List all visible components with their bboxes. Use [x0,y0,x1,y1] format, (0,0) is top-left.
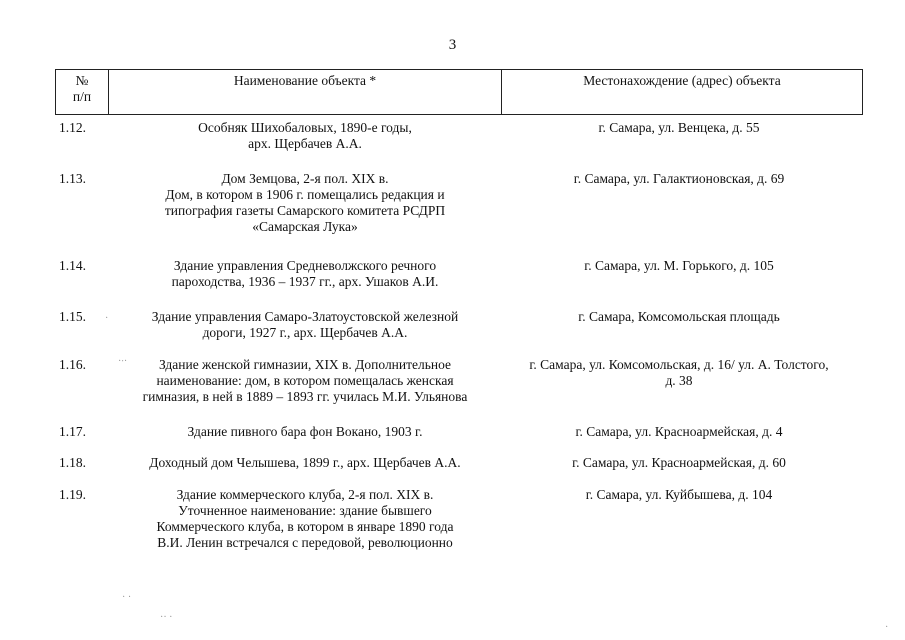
row-name [115,455,495,471]
name-line: арх. Щербачев А.А. [248,136,362,151]
name-line: наименование: дом, в котором помещалась женская [156,373,454,388]
page-number: 3 [448,37,457,53]
row-number: 1.18. [59,455,86,470]
row-number: 1.19. [59,487,86,502]
name-line: В.И. Ленин встречался с передовой, революционно [157,535,453,550]
name-line: Уточненное наименование: здание бывшего [178,503,432,518]
address-line: г. Самара, ул. Комсомольская, д. 16/ ул. А. Толстого, [529,357,829,372]
name-line: Особняк Шихобаловых, 1890-е годы, [198,120,412,135]
row-address [493,171,865,187]
row-address [493,357,865,389]
scan-speck: · · [122,592,132,603]
row-number: 1.14. [59,258,86,273]
name-line: Доходный дом Челышева, 1899 г., арх. Щербачев А.А. [149,455,461,470]
name-line: Здание управления Средневолжского речного [173,258,437,273]
name-line: гимназия, в ней в 1889 – 1893 гг. училась М.И. Ульянова [142,389,468,404]
scan-speck: · [885,622,889,633]
row-number: 1.16. [59,357,86,372]
address-line: д. 38 [665,373,693,388]
name-line: Здание коммерческого клуба, 2-я пол. XIX в. [176,487,434,502]
scan-speck: ·∙· [118,356,128,367]
name-line: «Самарская Лука» [252,219,358,234]
scan-speck: · [105,313,109,324]
row-name [115,258,495,290]
address-line: г. Самара, ул. Венцека, д. 55 [598,120,760,135]
header-number-abbr: п/п [72,89,92,104]
row-number: 1.13. [59,171,86,186]
row-name [115,171,495,235]
table-header [55,69,863,115]
address-line: г. Самара, ул. М. Горького, д. 105 [584,258,774,273]
name-line: пароходства, 1936 – 1937 гг., арх. Ушаков А.И. [171,274,439,289]
row-address [493,309,865,325]
address-line: г. Самара, ул. Красноармейская, д. 4 [575,424,783,439]
address-line: г. Самара, Комсомольская площадь [578,309,780,324]
row-number: 1.17. [59,424,86,439]
row-name [115,424,495,440]
header-address-cell: Местонахождение (адрес) объекта [583,73,781,88]
name-line: Здание управления Самаро-Златоустовской железной [151,309,459,324]
name-line: Здание пивного бара фон Вокано, 1903 г. [187,424,423,439]
name-line: Здание женской гимназии, XIX в. Дополнительное [158,357,452,372]
name-line: Дом Земцова, 2-я пол. XIX в. [221,171,389,186]
row-address [493,487,865,503]
scan-speck: ·· · [160,612,173,623]
row-address [493,455,865,471]
name-line: Коммерческого клуба, в котором в январе 1890 года [156,519,454,534]
address-line: г. Самара, ул. Куйбышева, д. 104 [585,487,773,502]
row-number: 1.12. [59,120,86,135]
row-number: 1.15. [59,309,86,324]
row-name [115,309,495,341]
row-name [115,487,495,551]
row-address [493,258,865,274]
row-address [493,120,865,136]
address-line: г. Самара, ул. Галактионовская, д. 69 [573,171,785,186]
row-address [493,424,865,440]
header-number-cell [56,70,109,114]
address-line: г. Самара, ул. Красноармейская, д. 60 [572,455,786,470]
row-name [115,357,495,405]
header-name-cell: Наименование объекта * [109,70,502,114]
name-line: дороги, 1927 г., арх. Щербачев А.А. [202,325,408,340]
row-name [115,120,495,152]
name-line: Дом, в котором в 1906 г. помещались редакция и [165,187,445,202]
name-line: типография газеты Самарского комитета РСДРП [164,203,446,218]
header-number-symbol: № [75,73,89,88]
